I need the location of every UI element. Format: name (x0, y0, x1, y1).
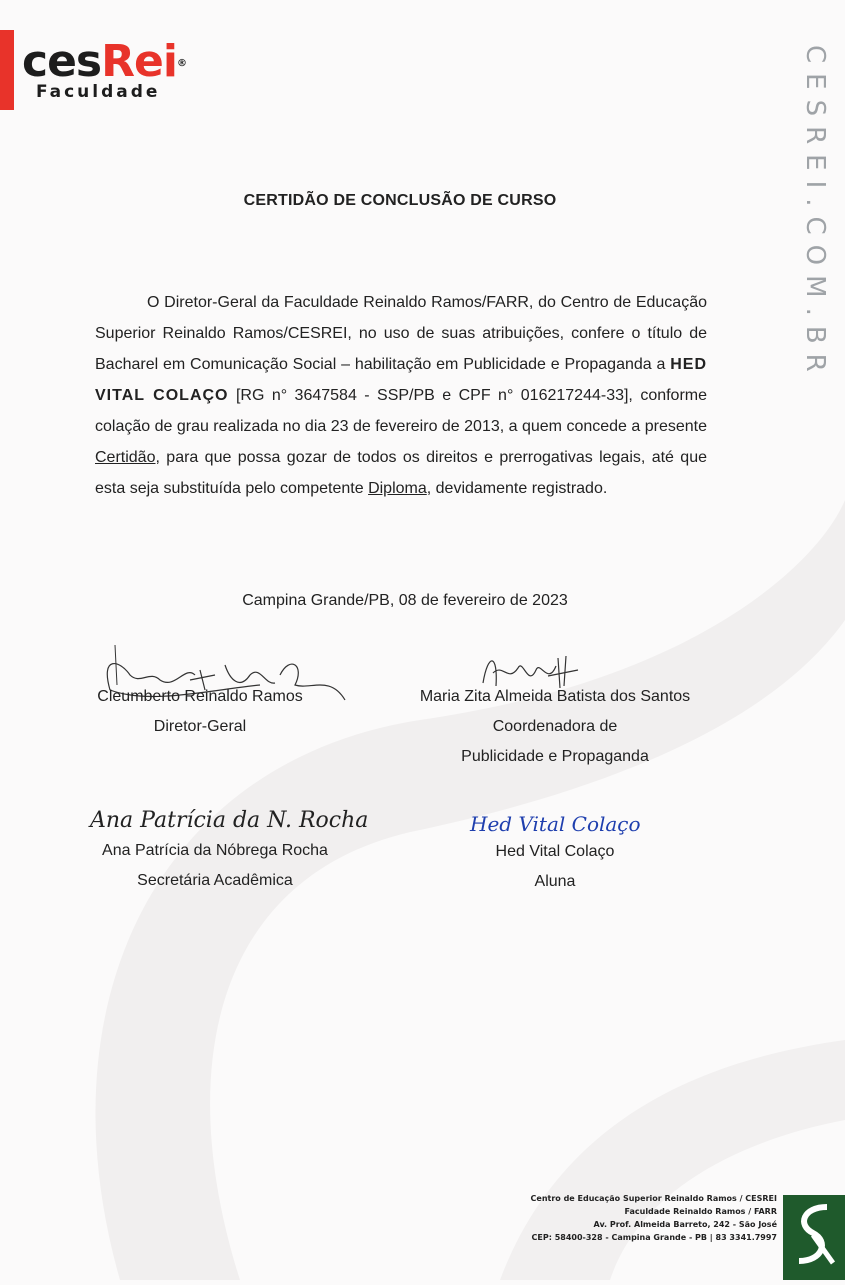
side-url-text: CESREI.COM.BR (800, 45, 830, 382)
signature-secretary: Ana Patrícia da N. Rocha (90, 808, 369, 833)
logo-subtitle: Faculdade (36, 82, 161, 102)
signatory-role: Secretária Acadêmica (137, 872, 293, 889)
signatory-director (50, 682, 350, 742)
logo-accent-bar (0, 30, 14, 110)
signatory-role: Coordenadora de (492, 718, 618, 735)
signatory-name: Cleumberto Reinaldo Ramos (97, 688, 303, 705)
certificate-body: O Diretor-Geral da Faculdade Reinaldo Ramos/FARR, do Centro de Educação Superior Reinaldo Ramos/CESREI, no uso de suas atribuições, confere o título de Bacharel em Comunicação Social – habilitação em Publicidade e Propaganda a HED VITAL COLAÇO [RG n° 3647584 - SSP/PB e CPF n° 016217244-33], conforme colação de grau realizada no dia 23 de fevereiro de 2013, a quem concede a presente Certidão, para que possa gozar de todos os direitos e prerrogativas legais, até que esta seja substituída pelo competente Diploma, devidamente registrado. (95, 294, 708, 497)
signatory-coordinator (400, 682, 710, 772)
signatory-name: Maria Zita Almeida Batista dos Santos (419, 688, 691, 705)
place-date: Campina Grande/PB, 08 de fevereiro de 2023 (242, 592, 568, 609)
signature-student: Hed Vital Colaço (470, 812, 641, 836)
diploma-word: Diploma (368, 480, 427, 497)
logo-wordmark: cesRei® (22, 36, 186, 87)
signatory-role: Diretor-Geral (153, 718, 247, 735)
signatory-secretary (70, 836, 360, 896)
signatory-student (470, 837, 640, 897)
sr-monogram-logo (783, 1195, 845, 1280)
student-name: HED VITAL COLAÇO (95, 356, 707, 404)
certidao-word: Certidão (95, 449, 156, 466)
signatory-name: Ana Patrícia da Nóbrega Rocha (102, 842, 328, 859)
signatory-name: Hed Vital Colaço (495, 843, 615, 860)
signatory-role: Aluna (534, 873, 576, 890)
signatory-role: Publicidade e Propaganda (461, 748, 649, 765)
footer-address: Centro de Educação Superior Reinaldo Ramos / CESREI Faculdade Reinaldo Ramos / FARR Av. Prof. Almeida Barreto, 242 - São José CEP: 58400-328 - Campina Grande - PB | 83 3341.7997 (530, 1194, 777, 1242)
document-title: CERTIDÃO DE CONCLUSÃO DE CURSO (243, 192, 557, 209)
sr-logo-icon (783, 1195, 845, 1280)
cesrei-logo (22, 36, 186, 102)
